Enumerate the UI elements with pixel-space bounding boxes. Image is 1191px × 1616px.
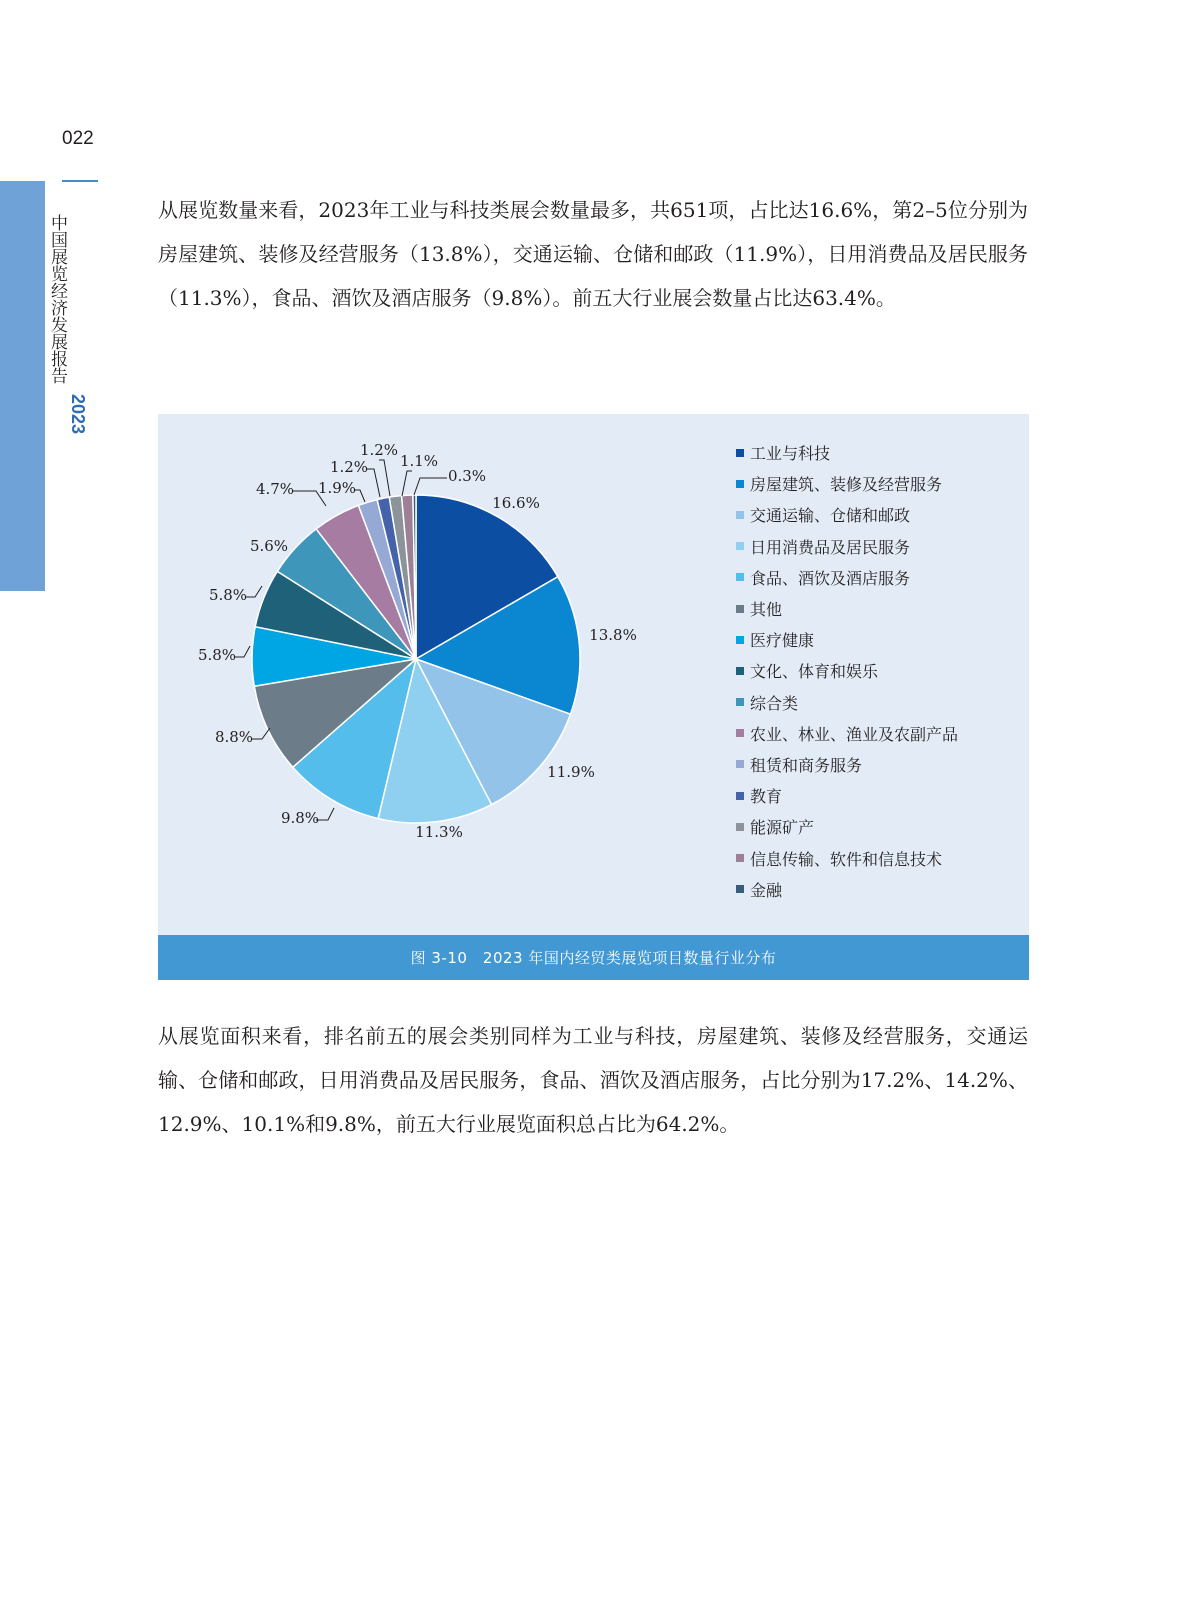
pie-value-label: 1.1% xyxy=(399,452,439,470)
chart-legend xyxy=(736,437,958,905)
legend-label: 能源矿产 xyxy=(750,818,815,838)
legend-label: 教育 xyxy=(750,787,783,807)
side-running-title: 中国展览经济发展报告 xyxy=(47,214,67,384)
legend-label: 工业与科技 xyxy=(750,444,831,464)
legend-item xyxy=(736,437,958,468)
legend-item xyxy=(736,687,958,718)
pie-value-label: 11.9% xyxy=(547,763,595,781)
legend-label: 房屋建筑、装修及经营服务 xyxy=(750,475,943,495)
legend-item xyxy=(736,874,958,905)
legend-label: 租赁和商务服务 xyxy=(750,755,863,775)
pie-value-label: 8.8% xyxy=(214,728,254,746)
label-leader-line xyxy=(245,586,262,597)
label-leader-line xyxy=(414,478,447,495)
legend-swatch xyxy=(736,573,744,581)
legend-swatch xyxy=(736,823,744,831)
legend-swatch xyxy=(736,511,744,519)
pie-value-label: 11.3% xyxy=(415,823,463,841)
legend-swatch xyxy=(736,729,744,737)
legend-swatch xyxy=(736,760,744,768)
legend-swatch xyxy=(736,542,744,550)
figure-caption: 图 3-10 2023 年国内经贸类展览项目数量行业分布 xyxy=(410,949,777,967)
legend-swatch xyxy=(736,792,744,800)
legend-label: 农业、林业、渔业及农副产品 xyxy=(750,724,959,744)
pie-value-label: 5.8% xyxy=(208,586,248,604)
legend-item xyxy=(736,749,958,780)
legend-swatch xyxy=(736,480,744,488)
side-running-year: 2023 xyxy=(68,394,88,435)
label-leader-line xyxy=(402,471,412,496)
legend-item xyxy=(736,468,958,499)
side-band xyxy=(0,181,45,591)
page-number: 022 xyxy=(62,128,94,149)
legend-swatch xyxy=(736,885,744,893)
legend-label: 其他 xyxy=(750,600,783,620)
paragraph-exhibition-area: 从展览面积来看，排名前五的展会类别同样为工业与科技，房屋建筑、装修及经营服务，交通运输、仓储和邮政，日用消费品及居民服务，食品、酒饮及酒店服务，占比分别为17.2%、14.2%、12.9%、10.1%和9.8%，前五大行业展览面积总占比为64.2%。 xyxy=(158,1024,1028,1136)
legend-label: 信息传输、软件和信息技术 xyxy=(750,849,943,869)
legend-swatch xyxy=(736,636,744,644)
pie-value-label: 16.6% xyxy=(492,494,540,512)
legend-swatch xyxy=(736,854,744,862)
legend-swatch xyxy=(736,698,744,706)
legend-label: 综合类 xyxy=(750,693,799,713)
label-leader-line xyxy=(234,646,250,657)
pie-value-label: 4.7% xyxy=(255,480,295,498)
legend-swatch xyxy=(736,605,744,613)
label-leader-line xyxy=(379,460,390,496)
pie-value-label: 5.8% xyxy=(197,646,237,664)
pie-value-label: 1.9% xyxy=(317,479,357,497)
pie-value-label: 13.8% xyxy=(589,626,637,644)
page-number-rule xyxy=(62,180,98,182)
legend-swatch xyxy=(736,449,744,457)
legend-item xyxy=(736,624,958,655)
pie-value-label: 9.8% xyxy=(280,809,320,827)
legend-swatch xyxy=(736,667,744,675)
legend-label: 日用消费品及居民服务 xyxy=(750,537,911,557)
pie-value-label: 1.2% xyxy=(329,458,369,476)
label-leader-line xyxy=(367,469,380,497)
paragraph-exhibition-count: 从展览数量来看，2023年工业与科技类展会数量最多，共651项，占比达16.6%，第2–5位分别为房屋建筑、装修及经营服务（13.8%），交通运输、仓储和邮政（11.9%），日用消费品及居民服务（11.3%），食品、酒饮及酒店服务（9.8%）。前五大行业展会数量占比达63.4%。 xyxy=(158,198,1028,310)
legend-item xyxy=(736,593,958,624)
label-leader-line xyxy=(355,490,365,502)
pie-value-label: 0.3% xyxy=(447,467,487,485)
legend-item xyxy=(736,811,958,842)
legend-label: 交通运输、仓储和邮政 xyxy=(750,506,911,526)
pie-value-label: 1.2% xyxy=(359,441,399,459)
legend-item xyxy=(736,655,958,686)
legend-label: 金融 xyxy=(750,880,783,900)
legend-label: 文化、体育和娱乐 xyxy=(750,662,879,682)
legend-item xyxy=(736,531,958,562)
legend-item xyxy=(736,499,958,530)
legend-label: 医疗健康 xyxy=(750,631,815,651)
pie-value-label: 5.6% xyxy=(249,537,289,555)
figure-caption-bar xyxy=(158,935,1029,980)
legend-item xyxy=(736,842,958,873)
legend-item xyxy=(736,562,958,593)
legend-item xyxy=(736,718,958,749)
legend-label: 食品、酒饮及酒店服务 xyxy=(750,568,911,588)
legend-item xyxy=(736,780,958,811)
